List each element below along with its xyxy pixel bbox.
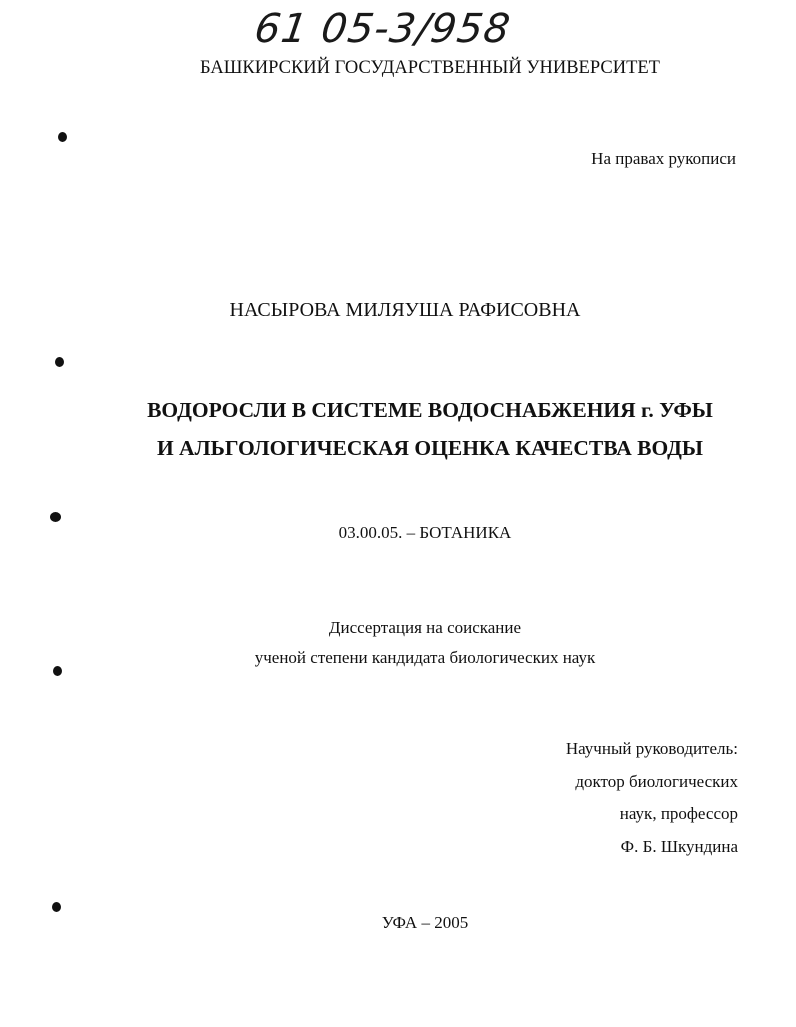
- university-name: БАШКИРСКИЙ ГОСУДАРСТВЕННЫЙ УНИВЕРСИТЕТ: [200, 58, 660, 78]
- supervisor-label: Научный руководитель:: [565, 739, 738, 758]
- supervisor-block: [566, 733, 738, 863]
- manuscript-rights-note: На правах рукописи: [591, 149, 736, 168]
- punch-hole-mark: [58, 132, 67, 142]
- punch-hole-mark: [50, 512, 61, 522]
- punch-hole-mark: [52, 902, 61, 912]
- supervisor-name: Ф. Б. Шкундина: [620, 836, 738, 856]
- dissertation-line-1: Диссертация на соискание: [328, 618, 522, 637]
- dissertation-degree: [180, 613, 670, 673]
- punch-hole-mark: [55, 357, 64, 367]
- title-line-1: ВОДОРОСЛИ В СИСТЕМЕ ВОДОСНАБЖЕНИЯ г. УФЫ: [147, 398, 713, 422]
- title-line-2: И АЛЬГОЛОГИЧЕСКАЯ ОЦЕНКА КАЧЕСТВА ВОДЫ: [156, 436, 704, 460]
- author-name: НАСЫРОВА МИЛЯУША РАФИСОВНА: [229, 299, 581, 321]
- supervisor-degree-1: доктор биологических: [575, 771, 738, 791]
- specialty-code: 03.00.05. – БОТАНИКА: [338, 523, 512, 542]
- punch-hole-mark: [53, 666, 62, 676]
- dissertation-title: [100, 391, 760, 467]
- archive-stamp: 61 05-3/958: [251, 6, 514, 52]
- supervisor-degree-2: наук, профессор: [619, 804, 738, 823]
- city-year: УФА – 2005: [381, 913, 469, 932]
- dissertation-line-2: ученой степени кандидата биологических наук: [254, 648, 596, 667]
